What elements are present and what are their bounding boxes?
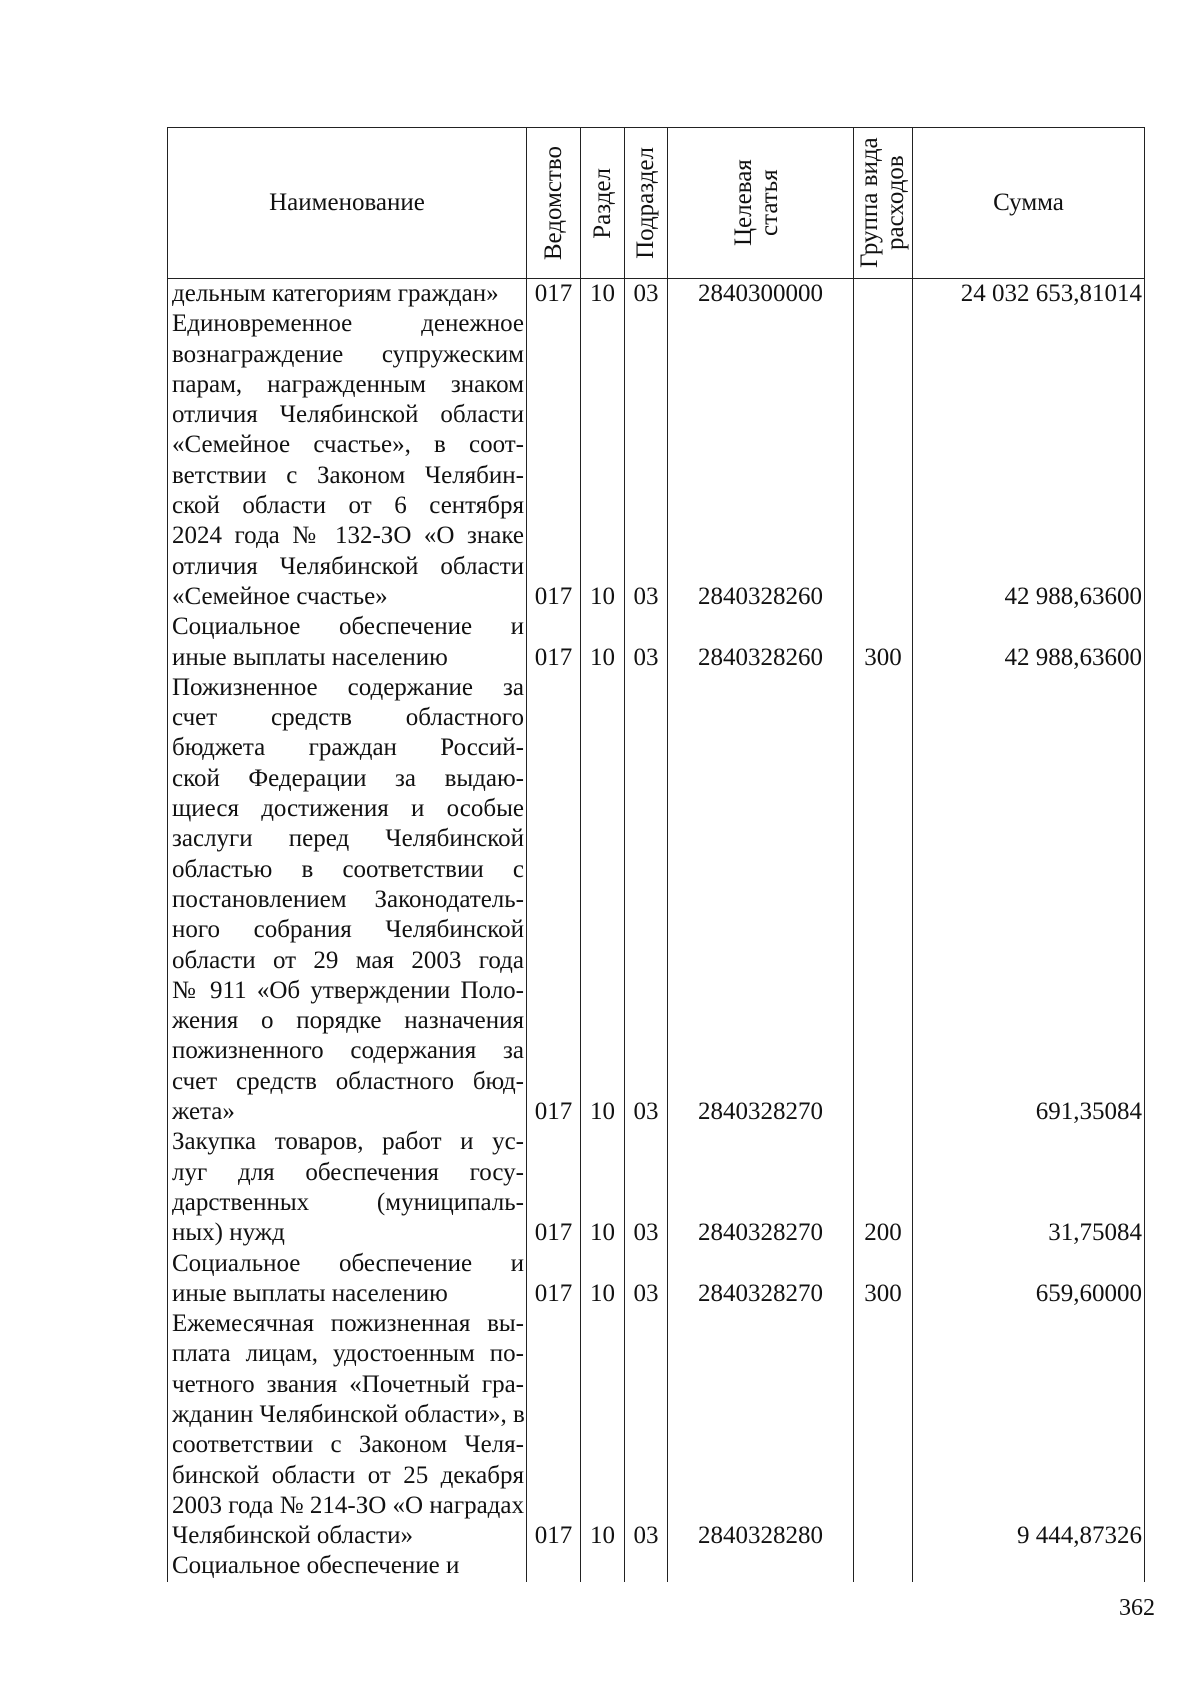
row-gruppa: 200 [854, 1127, 913, 1248]
row-gruppa [854, 1309, 913, 1551]
row-gruppa [854, 309, 913, 612]
table-body [168, 279, 1145, 1582]
row-summa: 659,60000 [913, 1249, 1145, 1310]
row-name-line: ного собрания Челябинской [172, 916, 524, 944]
row-vedomstvo: 017 [527, 309, 581, 612]
row-podrazdel: 03 [625, 612, 668, 673]
row-name-line: Социальное обеспечение и [172, 1249, 524, 1277]
row-podrazdel: 03 [625, 673, 668, 1127]
row-name-line: жения о порядке назначения [172, 1007, 524, 1035]
row-vedomstvo: 017 [527, 673, 581, 1127]
row-name [168, 1309, 527, 1551]
row-name-line: ветствии с Законом Челябин- [172, 461, 524, 489]
row-name-line: Единовременное денежное [172, 310, 524, 338]
row-podrazdel: 03 [625, 1249, 668, 1310]
row-name-line: жданин Челябинской области», в [172, 1400, 525, 1428]
row-name-line: Социальное обеспечение и [172, 613, 524, 641]
row-celevaya-statya: 2840328270 [668, 1249, 854, 1310]
row-name-line: луг для обеспечения госу- [172, 1158, 524, 1186]
row-name-line: парам, награжденным знаком [172, 370, 524, 398]
row-name-line: соответствии с Законом Челя- [172, 1431, 524, 1459]
row-gruppa: 300 [854, 612, 913, 673]
row-name [168, 1127, 527, 1248]
row-celevaya-statya: 2840328260 [668, 309, 854, 612]
row-name-line: щиеся достижения и особые [172, 795, 524, 823]
row-name-line: счет средств областного [172, 704, 524, 732]
table-row [168, 612, 1145, 673]
row-vedomstvo: 017 [527, 1249, 581, 1310]
row-name-line: ных) нужд [172, 1219, 285, 1247]
row-name-line: бюджета граждан Россий- [172, 734, 524, 762]
table-row [168, 309, 1145, 612]
row-summa: 42 988,63600 [913, 309, 1145, 612]
row-name-line: ской области от 6 сентября [172, 492, 524, 520]
row-gruppa [854, 279, 913, 310]
row-name-line: дельным категориям граждан» [172, 280, 499, 307]
row-name-line: счет средств областного бюд- [172, 1067, 524, 1095]
row-name-line: Челябинской области» [172, 1522, 413, 1550]
row-summa [913, 1551, 1145, 1581]
row-podrazdel [625, 1551, 668, 1581]
row-celevaya-statya: 2840328270 [668, 673, 854, 1127]
table-row [168, 1127, 1145, 1248]
row-celevaya-statya: 2840328280 [668, 1309, 854, 1551]
row-gruppa: 300 [854, 1249, 913, 1310]
row-name-line: отличия Челябинской области [172, 552, 524, 580]
row-name-line: Пожизненное содержание за [172, 673, 524, 701]
header-vedomstvo: Ведомство [527, 128, 581, 279]
row-name-line: иные выплаты населению [172, 1279, 448, 1307]
row-name-line: жета» [172, 1098, 235, 1126]
row-name [168, 612, 527, 673]
row-podrazdel: 03 [625, 1127, 668, 1248]
row-name-line: четного звания «Почетный гра- [172, 1370, 524, 1398]
row-podrazdel: 03 [625, 279, 668, 310]
row-name [168, 1551, 527, 1581]
table-row [168, 279, 1145, 310]
header-celevaya-statya: Целевая статья [668, 128, 854, 279]
row-name-line: области от 29 мая 2003 года [172, 946, 524, 974]
row-name-line: областью в соответствии с [172, 855, 524, 883]
row-podrazdel: 03 [625, 309, 668, 612]
row-name-line: Ежемесячная пожизненная вы- [172, 1310, 524, 1338]
table-row [168, 1551, 1145, 1581]
row-razdel: 10 [581, 673, 625, 1127]
row-vedomstvo: 017 [527, 1127, 581, 1248]
row-name-line: «Семейное счастье», в соот- [172, 431, 524, 459]
row-name [168, 309, 527, 612]
row-razdel: 10 [581, 1127, 625, 1248]
budget-table [167, 127, 1145, 1582]
row-razdel: 10 [581, 309, 625, 612]
row-name-line: Социальное обеспечение и [172, 1552, 460, 1580]
row-gruppa [854, 673, 913, 1127]
page-number: 362 [1119, 1595, 1155, 1621]
row-name-line: пожизненного содержания за [172, 1037, 524, 1065]
table-row [168, 673, 1145, 1127]
row-summa: 24 032 653,81014 [913, 279, 1145, 310]
header-name: Наименование [168, 128, 527, 279]
row-razdel: 10 [581, 1249, 625, 1310]
row-name-line: отличия Челябинской области [172, 401, 524, 429]
row-vedomstvo: 017 [527, 612, 581, 673]
row-name-line: Закупка товаров, работ и ус- [172, 1128, 524, 1156]
row-name-line: ской Федерации за выдаю- [172, 764, 524, 792]
row-podrazdel: 03 [625, 1309, 668, 1551]
row-celevaya-statya [668, 1551, 854, 1581]
row-celevaya-statya: 2840328270 [668, 1127, 854, 1248]
row-celevaya-statya: 2840328260 [668, 612, 854, 673]
row-summa: 31,75084 [913, 1127, 1145, 1248]
header-summa: Сумма [913, 128, 1145, 279]
row-name-line: «Семейное счастье» [172, 582, 388, 610]
row-name-line: № 911 «Об утверждении Поло- [172, 976, 524, 1004]
row-summa: 42 988,63600 [913, 612, 1145, 673]
row-razdel: 10 [581, 1309, 625, 1551]
row-name-line: вознаграждение супружеским [172, 340, 524, 368]
row-name-line: иные выплаты населению [172, 643, 448, 671]
row-name-line: 2024 года № 132-ЗО «О знаке [172, 522, 524, 550]
row-vedomstvo [527, 1551, 581, 1581]
row-celevaya-statya: 2840300000 [668, 279, 854, 310]
row-name [168, 673, 527, 1127]
row-name [168, 279, 527, 310]
row-name-line: плата лицам, удостоенным по- [172, 1340, 524, 1368]
table-row [168, 1309, 1145, 1551]
row-name-line: дарственных (муниципаль- [172, 1188, 524, 1216]
row-name-line: постановлением Законодатель- [172, 885, 524, 913]
row-gruppa [854, 1551, 913, 1581]
row-vedomstvo: 017 [527, 279, 581, 310]
table-header [168, 128, 1145, 279]
row-razdel: 10 [581, 279, 625, 310]
row-name-line: бинской области от 25 декабря [172, 1461, 524, 1489]
table-row [168, 1249, 1145, 1310]
header-gruppa-vida-rashodov: Группа вида расходов [854, 128, 913, 279]
row-vedomstvo: 017 [527, 1309, 581, 1551]
row-name-line: заслуги перед Челябинской [172, 825, 524, 853]
row-summa: 691,35084 [913, 673, 1145, 1127]
header-razdel: Раздел [581, 128, 625, 279]
row-razdel [581, 1551, 625, 1581]
row-name [168, 1249, 527, 1310]
row-name-line: 2003 года № 214-ЗО «О наградах [172, 1491, 524, 1519]
header-podrazdel: Подраздел [625, 128, 668, 279]
row-razdel: 10 [581, 612, 625, 673]
row-summa: 9 444,87326 [913, 1309, 1145, 1551]
